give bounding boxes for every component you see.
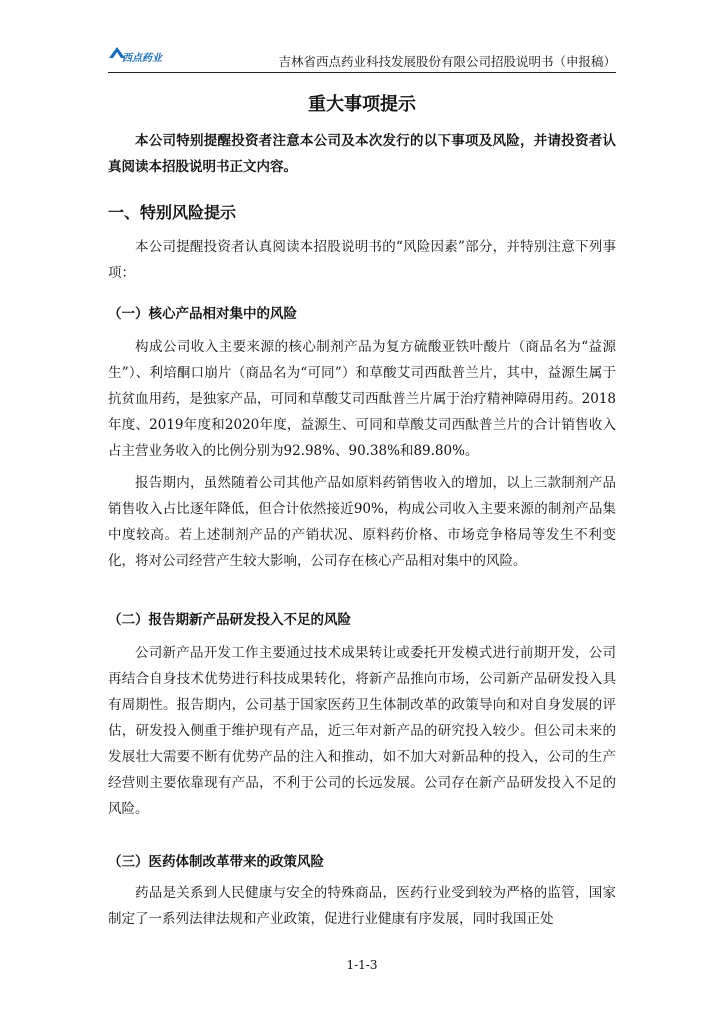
document-title: 重大事项提示 — [308, 94, 416, 115]
subsection-2-paragraph-1: 公司新产品开发工作主要通过技术成果转让或委托开发模式进行前期开发，公司再结合自身技术优势进行科技成果转化，将新产品推向市场，公司新产品研发投入具有周期性。报告期内，公司基于国家医药卫生体制改革的政策导向和对自身发展的评估，研发投入侧重于维护现有产品，近三年对新产品的研究投入较少。但公司未来的发展壮大需要不断有优势产品的注入和推动，如不加大对新品种的投入，公司的生产经营则主要依靠现有产品，不利于公司的长远发展。公司存在新产品研发投入不足的风险。 — [108, 645, 616, 817]
page-header — [108, 40, 616, 73]
section-heading-special-risks: 一、特别风险提示 — [108, 203, 237, 222]
logo-text: 西点药业 — [122, 53, 162, 64]
section-lead-text: 本公司提醒投资者认真阅读本招股说明书的“风险因素”部分，并特别注意下列事项： — [108, 239, 616, 281]
intro-paragraph — [108, 128, 616, 180]
subsection-1-paragraph-1: 构成公司收入主要来源的核心制剂产品为复方硫酸亚铁叶酸片（商品名为“益源生”）、利培酮口崩片（商品名为“可同”）和草酸艾司西酞普兰片，其中，益源生属于抗贫血用药，是独家产品，可同和草酸艾司西酞普兰片属于治疗精神障碍用药。2018年度、2019年度和2020年度，益源生、可同和草酸艾司西酞普兰片的合计销售收入占主营业务收入的比例分别为92.98%、90.38%和89.80%。 — [108, 339, 616, 459]
subsection-heading-2: （二）报告期新产品研发投入不足的风险 — [108, 612, 351, 628]
intro-text: 本公司特别提醒投资者注意本公司及本次发行的以下事项及风险，并请投资者认真阅读本招股说明书正文内容。 — [108, 133, 616, 175]
subsection-heading-1: （一）核心产品相对集中的风险 — [108, 306, 297, 322]
page-number: 1-1-3 — [346, 958, 378, 972]
subsection-3-paragraph-1: 药品是关系到人民健康与安全的特殊商品，医药行业受到较为严格的监管，国家制定了一系列法律法规和产业政策，促进行业健康有序发展，同时我国正处 — [108, 885, 616, 927]
company-logo — [108, 44, 188, 68]
section-lead-paragraph — [108, 234, 616, 286]
subsection-1-body — [108, 334, 616, 574]
subsection-1-paragraph-2: 报告期内，虽然随着公司其他产品如原料药销售收入的增加，以上三款制剂产品销售收入占比逐年降低，但合计依然接近90%，构成公司收入主要来源的制剂产品集中度较高。若上述制剂产品的产销状况、原料药价格、市场竞争格局等发生不利变化，将对公司经营产生较大影响，公司存在核心产品相对集中的风险。 — [108, 475, 616, 569]
subsection-2-body — [108, 640, 616, 822]
subsection-3-body — [108, 880, 616, 932]
header-title: 吉林省西点药业科技发展股份有限公司招股说明书（申报稿） — [278, 54, 616, 69]
subsection-heading-3: （三）医药体制改革带来的政策风险 — [108, 854, 324, 870]
